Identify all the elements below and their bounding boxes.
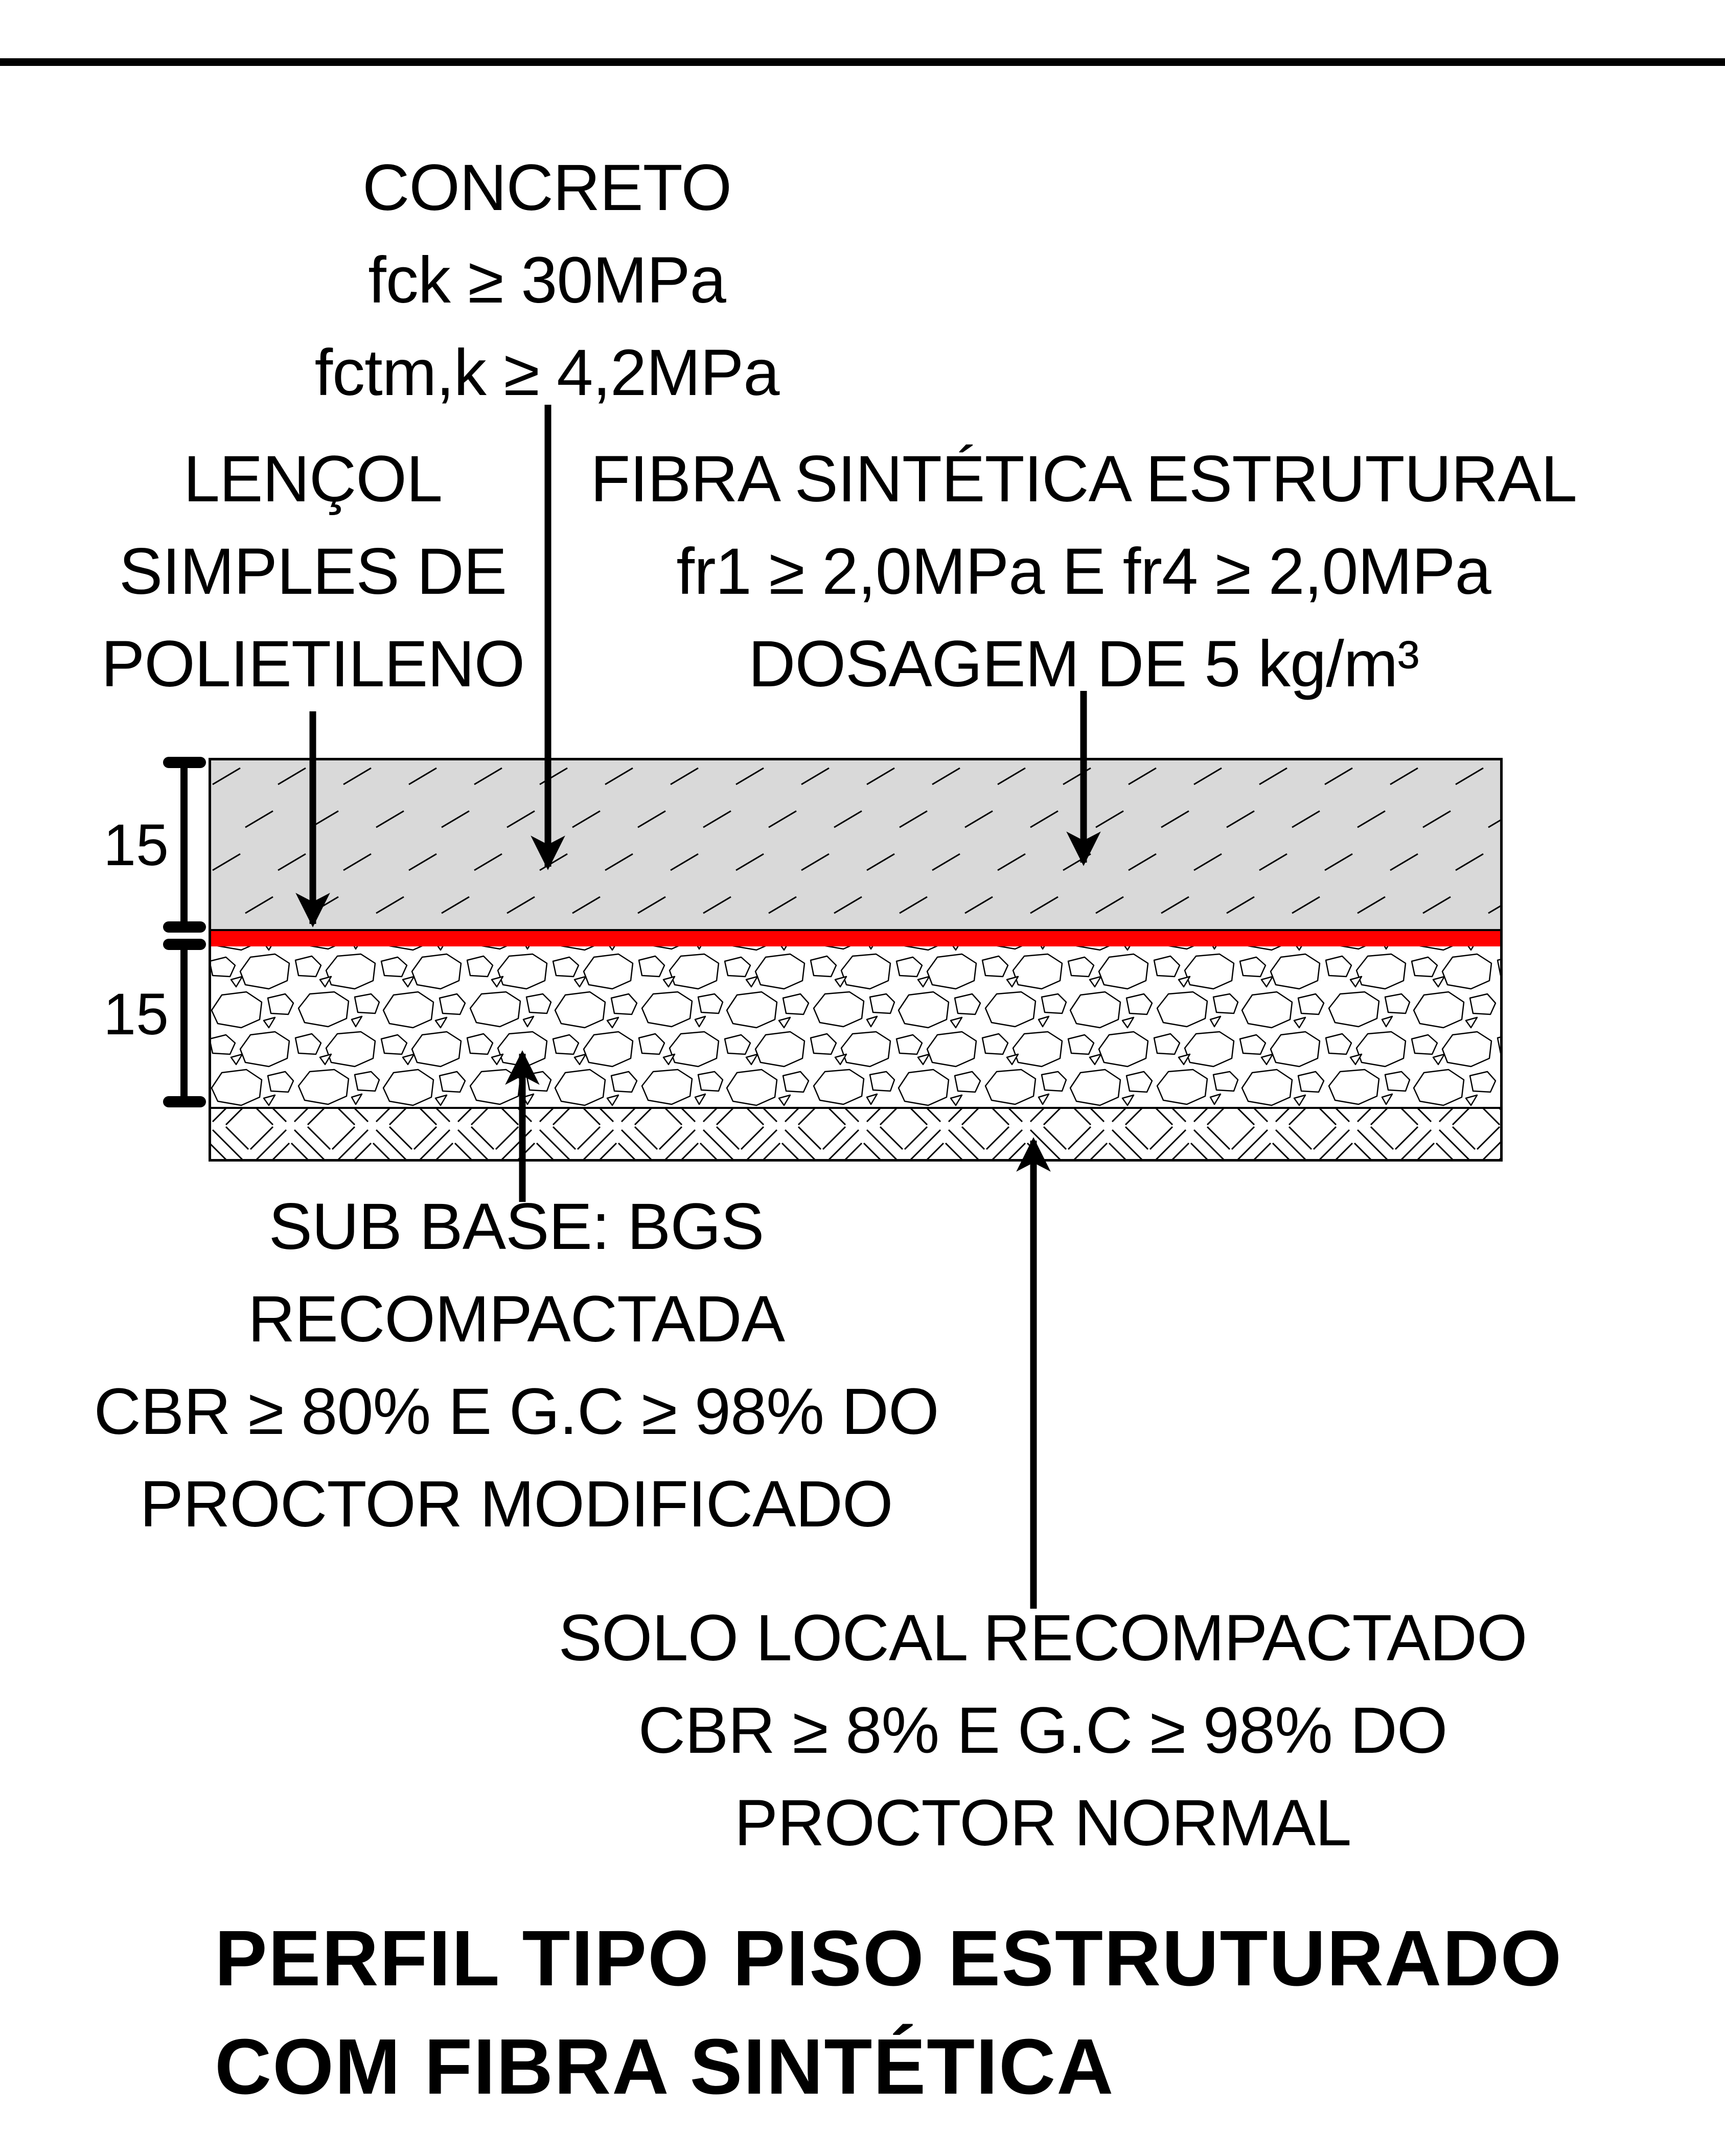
dimension-subbase-value: 15 <box>103 982 169 1047</box>
page-title-line-1: PERFIL TIPO PISO ESTRUTURADO <box>215 1914 1563 2002</box>
dimension-bracket-concrete <box>169 762 200 927</box>
membrane-label-line-2: SIMPLES DE <box>119 535 507 608</box>
cross-section <box>209 758 1503 1162</box>
membrane-label <box>101 433 524 710</box>
soil-weave-pattern <box>209 1108 1503 1162</box>
subbase-label-line-4: PROCTOR MODIFICADO <box>140 1468 893 1541</box>
soil-label-line-2: CBR ≥ 8% E G.C ≥ 98% DO <box>638 1694 1447 1767</box>
subbase-gravel-pattern <box>209 946 1503 1108</box>
fiber-label-line-1: FIBRA SINTÉTICA ESTRUTURAL <box>590 443 1577 516</box>
subbase-label-line-1: SUB BASE: BGS <box>268 1190 764 1263</box>
soil-label <box>559 1592 1527 1869</box>
polyethylene-membrane-layer <box>209 930 1503 946</box>
subbase-label-line-2: RECOMPACTADA <box>248 1283 785 1356</box>
dimension-concrete-value: 15 <box>103 813 169 878</box>
dimension-bracket-subbase <box>169 944 200 1102</box>
concrete-label-line-2: fck ≥ 30MPa <box>368 244 726 317</box>
concrete-label-line-1: CONCRETO <box>362 151 732 224</box>
top-rule <box>0 58 1725 66</box>
subbase-label <box>94 1180 939 1550</box>
concrete-hatch-pattern <box>209 758 1503 930</box>
fiber-label-line-3: DOSAGEM DE 5 kg/m³ <box>748 628 1419 701</box>
fiber-label-line-2: fr1 ≥ 2,0MPa E fr4 ≥ 2,0MPa <box>676 535 1491 608</box>
concrete-label <box>315 142 779 419</box>
soil-label-line-1: SOLO LOCAL RECOMPACTADO <box>558 1602 1527 1675</box>
subbase-label-line-3: CBR ≥ 80% E G.C ≥ 98% DO <box>94 1375 939 1448</box>
page-title-line-2: COM FIBRA SINTÉTICA <box>215 2023 1115 2111</box>
fiber-label <box>590 433 1577 710</box>
membrane-label-line-1: LENÇOL <box>183 443 443 516</box>
page-title <box>215 1904 1562 2121</box>
membrane-label-line-3: POLIETILENO <box>101 628 525 701</box>
concrete-label-line-3: fctm,k ≥ 4,2MPa <box>314 336 779 409</box>
soil-label-line-3: PROCTOR NORMAL <box>734 1787 1351 1860</box>
